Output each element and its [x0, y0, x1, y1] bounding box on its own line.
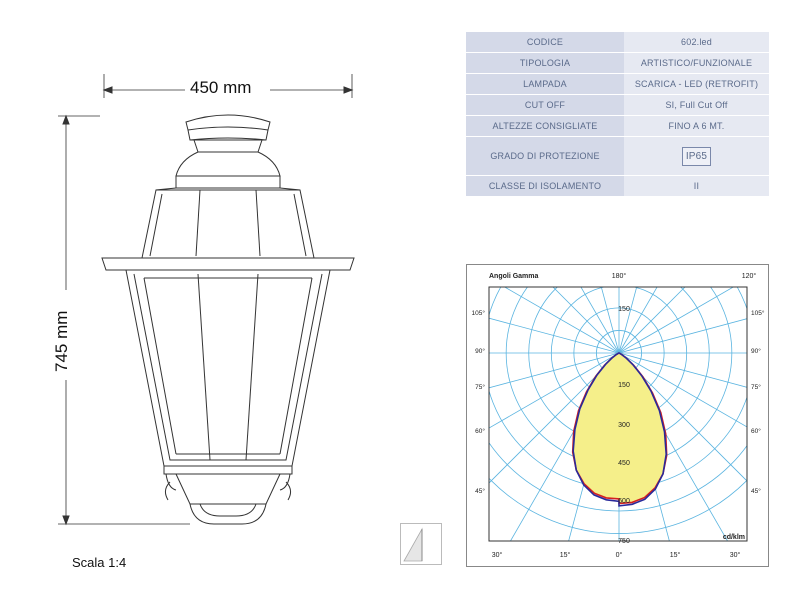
spec-row [466, 32, 769, 53]
spec-row [466, 74, 769, 95]
radial-value-label: 150 [618, 382, 630, 389]
radial-value-label: 300 [618, 422, 630, 429]
polar-photometric-chart [466, 264, 769, 567]
spec-value: II [624, 176, 769, 197]
ip-rating-badge: IP65 [682, 147, 711, 166]
angle-label-bottom: 30° [491, 552, 503, 559]
spec-value: ARTISTICO/FUNZIONALE [624, 53, 769, 74]
spec-label: ALTEZZE CONSIGLIATE [466, 116, 624, 137]
spec-label: LAMPADA [466, 74, 624, 95]
angle-label-left: 105° [471, 310, 485, 317]
radial-value-label: 600 [618, 498, 630, 505]
spec-label: GRADO DI PROTEZIONE [466, 137, 624, 176]
spec-label: CUT OFF [466, 95, 624, 116]
angle-label-top: 180° [611, 273, 627, 280]
grid-spoke [619, 265, 728, 353]
radial-value-label: 450 [618, 460, 630, 467]
angle-label-right: 90° [751, 348, 761, 355]
angle-label-right: 105° [751, 310, 765, 317]
angle-label-bottom: 15° [559, 552, 571, 559]
polar-chart-svg [467, 265, 768, 566]
radial-value-label: 750 [618, 538, 630, 545]
unit-label: cd/klm [722, 534, 745, 541]
chart-title: Angoli Gamma [489, 273, 539, 280]
angle-label-left: 75° [475, 384, 485, 391]
height-dimension-label: 745 mm [52, 310, 71, 372]
spec-row [466, 176, 769, 197]
angle-label-top: 120° [741, 273, 757, 280]
spec-row [466, 116, 769, 137]
spec-label: CODICE [466, 32, 624, 53]
spec-row [466, 137, 769, 176]
spec-label: TIPOLOGIA [466, 53, 624, 74]
spec-value: FINO A 6 MT. [624, 116, 769, 137]
angle-label-bottom: 15° [669, 552, 681, 559]
brand-logo-icon [400, 523, 442, 565]
angle-label-bottom: 30° [729, 552, 741, 559]
width-dimension-label: 450 mm [190, 78, 252, 97]
spec-label: CLASSE DI ISOLAMENTO [466, 176, 624, 197]
spec-row [466, 95, 769, 116]
angle-label-left: 45° [475, 488, 485, 495]
spec-value: SI, Full Cut Off [624, 95, 769, 116]
spec-row [466, 53, 769, 74]
angle-label-bottom: 0° [615, 552, 623, 559]
angle-label-right: 45° [751, 488, 761, 495]
angle-label-right: 75° [751, 384, 761, 391]
spec-table [466, 32, 769, 197]
angle-label-left: 60° [475, 428, 485, 435]
scale-label: Scala 1:4 [72, 555, 127, 570]
radial-value-label: 150 [618, 306, 630, 313]
angle-label-right: 60° [751, 428, 761, 435]
spec-value [624, 137, 769, 176]
spec-value: SCARICA - LED (RETROFIT) [624, 74, 769, 95]
angle-label-left: 90° [475, 348, 485, 355]
spec-value: 602.led [624, 32, 769, 53]
